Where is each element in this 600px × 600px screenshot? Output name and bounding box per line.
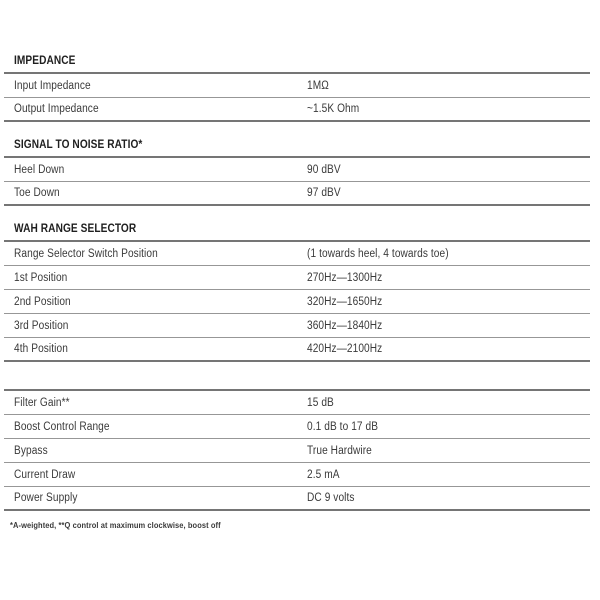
spec-label-text: Input Impedance (14, 79, 91, 92)
spec-value (307, 397, 590, 409)
spec-row (4, 242, 590, 266)
spec-label-text: Filter Gain** (14, 396, 70, 409)
spec-label-text: 3rd Position (14, 319, 69, 332)
spec-label-text: Bypass (14, 444, 48, 457)
section-title-text: IMPEDANCE (14, 55, 76, 67)
spec-section (4, 222, 590, 362)
spec-value (307, 492, 590, 504)
spec-label-text: Heel Down (14, 163, 65, 176)
spec-value-text: 320Hz—1650Hz (307, 295, 383, 308)
spec-row (4, 182, 590, 206)
spec-row (4, 98, 590, 122)
section-title (4, 54, 590, 74)
spec-label (14, 164, 307, 176)
spec-value-text: 1MΩ (307, 79, 329, 92)
spec-value (307, 445, 590, 457)
spec-label-text: Boost Control Range (14, 420, 110, 433)
spec-label-text: 4th Position (14, 343, 68, 355)
spec-label (14, 103, 307, 115)
spec-value-text: 97 dBV (307, 187, 341, 199)
spec-value (307, 343, 590, 355)
spec-row (4, 74, 590, 98)
spec-label (14, 296, 307, 308)
spec-value-text: ~1.5K Ohm (307, 103, 360, 115)
spec-value-text: (1 towards heel, 4 towards toe) (307, 247, 449, 260)
spec-value (307, 296, 590, 308)
section-title (4, 222, 590, 242)
spec-value (307, 103, 590, 115)
spec-label (14, 248, 307, 260)
section-rows (4, 158, 590, 206)
spec-label-text: Output Impedance (14, 103, 99, 115)
spec-row (4, 487, 590, 511)
spec-value-text: 270Hz—1300Hz (307, 271, 383, 284)
spec-label-text: Range Selector Switch Position (14, 247, 158, 260)
spec-label (14, 320, 307, 332)
spec-section (4, 138, 590, 206)
spec-row (4, 290, 590, 314)
spec-value (307, 80, 590, 92)
spec-label (14, 445, 307, 457)
spec-row (4, 463, 590, 487)
spec-label (14, 469, 307, 481)
spec-label (14, 397, 307, 409)
spec-label (14, 492, 307, 504)
section-rows (4, 389, 590, 511)
spec-value (307, 469, 590, 481)
spec-label-text: 1st Position (14, 271, 68, 284)
footnote (4, 520, 590, 530)
spec-section (4, 389, 590, 511)
spec-table (4, 54, 590, 530)
spec-label (14, 272, 307, 284)
spec-row (4, 391, 590, 415)
spec-value-text: 90 dBV (307, 163, 341, 176)
spec-value-text: 15 dB (307, 396, 334, 409)
spec-value-text: 420Hz—2100Hz (307, 343, 383, 355)
spec-value-text: 2.5 mA (307, 468, 340, 481)
spec-section (4, 54, 590, 122)
spec-value-text: 360Hz—1840Hz (307, 319, 383, 332)
spec-value (307, 248, 590, 260)
spec-row (4, 314, 590, 338)
spec-label (14, 80, 307, 92)
spec-row (4, 338, 590, 362)
spec-value (307, 164, 590, 176)
section-title (4, 138, 590, 158)
spec-row (4, 415, 590, 439)
footnote-text: *A-weighted, **Q control at maximum clockwise, boost off (10, 520, 221, 530)
spec-label (14, 421, 307, 433)
spec-row (4, 439, 590, 463)
section-title-text: SIGNAL TO NOISE RATIO* (14, 139, 143, 151)
section-rows (4, 242, 590, 362)
spec-value-text: 0.1 dB to 17 dB (307, 420, 379, 433)
spec-label-text: Power Supply (14, 492, 78, 504)
spec-label-text: Current Draw (14, 468, 76, 481)
spec-value (307, 187, 590, 199)
spec-value-text: DC 9 volts (307, 492, 355, 504)
spec-value (307, 320, 590, 332)
section-rows (4, 74, 590, 122)
spec-value (307, 272, 590, 284)
spec-label (14, 343, 307, 355)
spec-row (4, 266, 590, 290)
spec-row (4, 158, 590, 182)
spec-value (307, 421, 590, 433)
spec-value-text: True Hardwire (307, 444, 372, 457)
spec-label (14, 187, 307, 199)
spec-label-text: 2nd Position (14, 295, 71, 308)
spec-label-text: Toe Down (14, 187, 60, 199)
section-title-text: WAH RANGE SELECTOR (14, 223, 137, 235)
